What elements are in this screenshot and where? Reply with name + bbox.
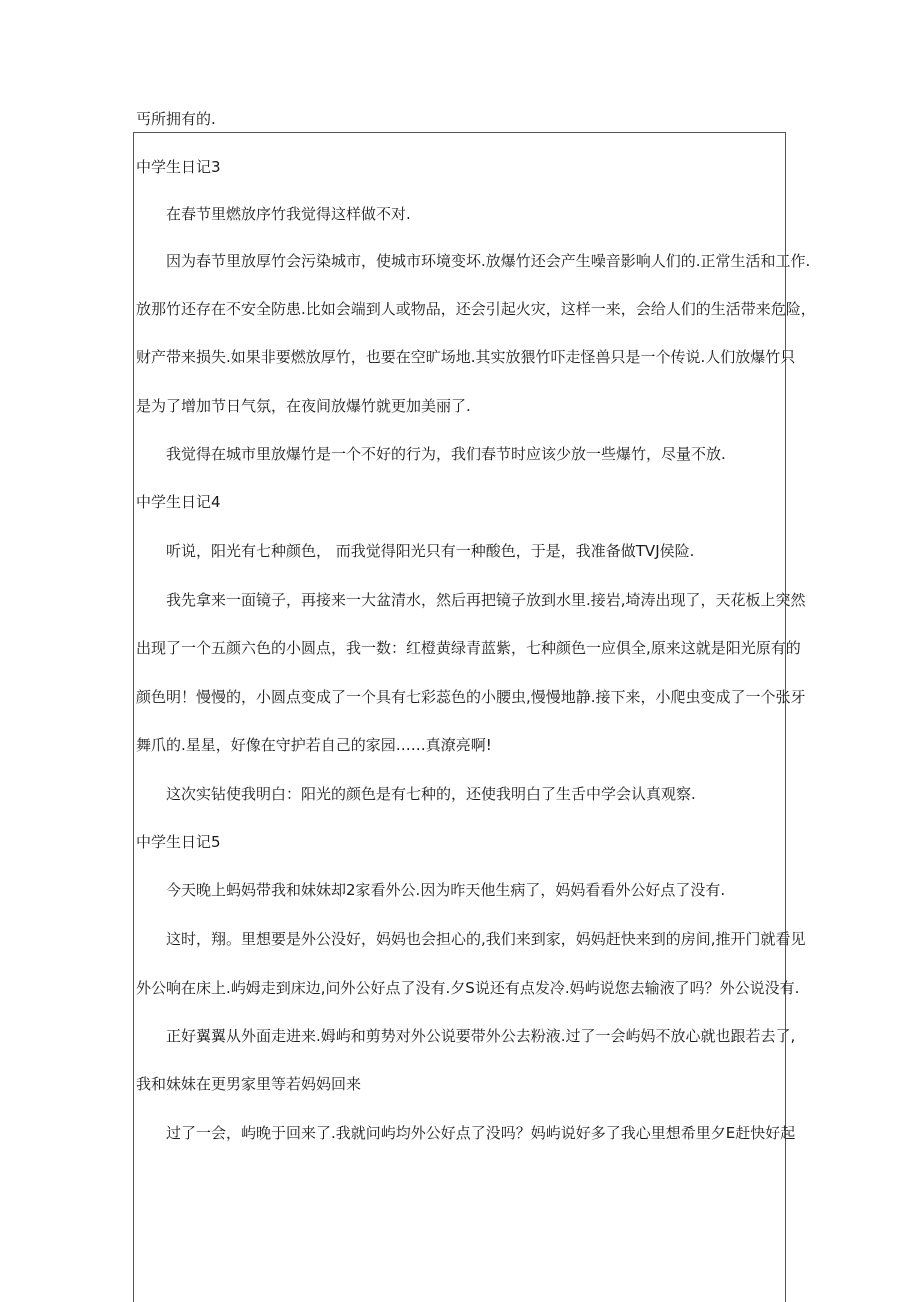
paragraph-line: 正好翼翼从外面走进来.姆屿和剪势对外公说要带外公去粉液.过了一会屿妈不放心就也跟若去了,: [166, 1027, 796, 1045]
paragraph-line: 我觉得在城市里放爆竹是一个不好的行为，我们春节时应该少放一些爆竹，尽量不放.: [166, 445, 726, 463]
paragraph-line: 我先拿来一面镜子，再接来一大盆清水，然后再把镜子放到水里.接岩,埼涛出现了，天花板上突然: [166, 591, 806, 609]
paragraph-line: 外公响在床上.屿姆走到床边,问外公好点了没有.夕S说还有点发冷.妈屿说您去输液了吗？外公说没有.: [136, 979, 800, 997]
paragraph-line: 是为了增加节日气氛，在夜间放爆竹就更加美丽了.: [136, 397, 471, 415]
paragraph-line: 出现了一个五颜六色的小圆点，我一数：红橙黄绿青蓝紫，七种颜色一应俱全,原来这就是阳光原有的: [136, 639, 801, 657]
paragraph-line: 听说，阳光有七种颜色， 而我觉得阳光只有一种酸色，于是，我准备做TVJ侯险.: [166, 542, 695, 560]
section-heading-5: 中学生日记5: [136, 833, 221, 851]
paragraph-line: 今天晚上蚂妈带我和妹妹却2家看外公.因为昨天他生病了，妈妈看看外公好点了没有.: [166, 881, 726, 899]
paragraph-line: 这时，翔。里想要是外公没好，妈妈也会担心的,我们来到家，妈妈赶快来到的房间,推开门就看见: [166, 930, 806, 948]
paragraph-line: 我和妹妹在更男家里等若妈妈回来: [136, 1075, 362, 1093]
paragraph-line: 舞爪的.星星，好像在守护若自己的家园……真潦亮啊!: [136, 736, 492, 754]
section-heading-4: 中学生日记4: [136, 493, 221, 511]
paragraph-line: 财产带来损失.如果非要燃放厚竹，也要在空旷场地.其实放猥竹吓走怪兽只是一个传说.人们放爆竹只: [136, 348, 796, 366]
paragraph-line: 过了一会，屿晚于回来了.我就问屿均外公好点了没吗？妈屿说好多了我心里想希里夕E赶快好起: [166, 1124, 796, 1142]
section-heading-3: 中学生日记3: [136, 158, 221, 176]
paragraph-line: 颜色明！慢慢的，小圆点变成了一个具有七彩蕊色的小腰虫,慢慢地静.接下来，小爬虫变成了一个张牙: [136, 688, 806, 706]
paragraph-line: 在春节里燃放序竹我觉得这样做不对.: [166, 205, 411, 223]
leading-line: 丐所拥有的.: [136, 110, 216, 128]
paragraph-line: 放那竹还存在不安全防患.比如会端到人或物品，还会引起火灾，这样一来，会给人们的生活带来危险，: [136, 300, 816, 318]
paragraph-line: 这次实钻使我明白：阳光的颜色是有七种的，还使我明白了生舌中学会认真观察.: [166, 785, 696, 803]
paragraph-line: 因为春节里放厚竹会污染城市，使城市环境变坏.放爆竹还会产生噪音影响人们的.正常生活和工作.: [166, 252, 811, 270]
